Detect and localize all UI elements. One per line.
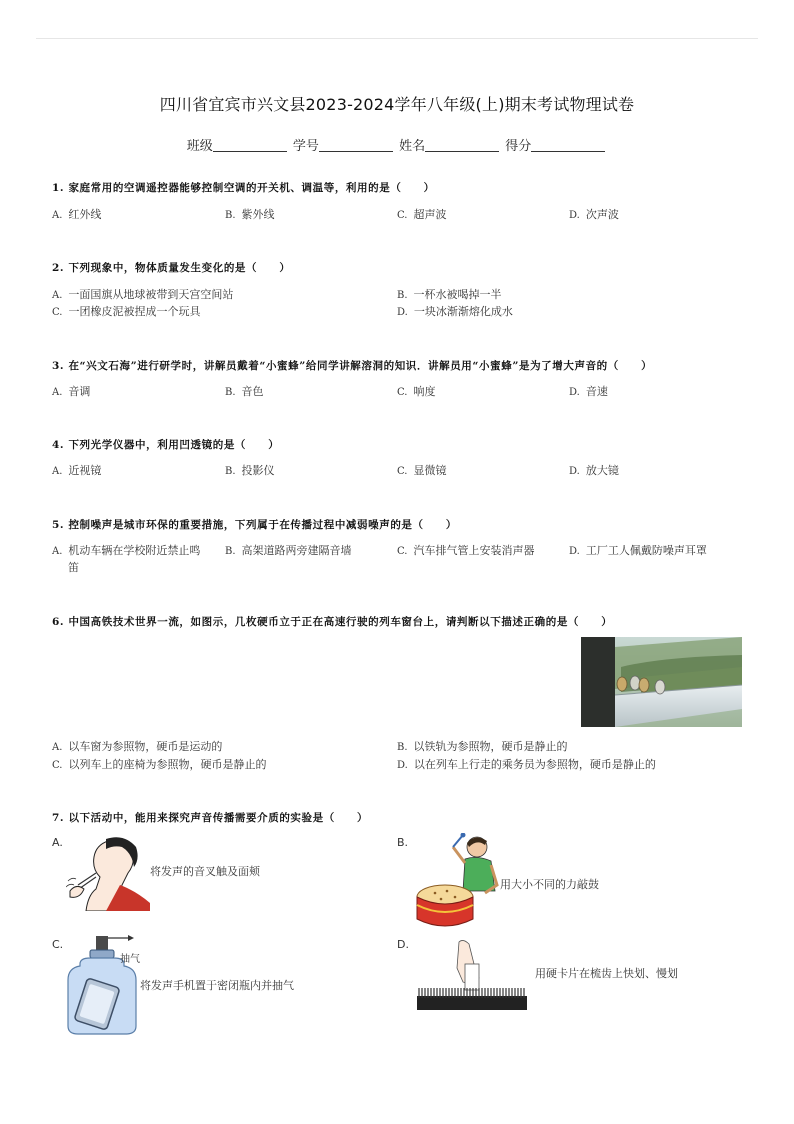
name-blank[interactable] bbox=[425, 139, 499, 152]
q7-option-c-caption: 将发声手机置于密闭瓶内并抽气 bbox=[140, 979, 294, 992]
option-key: D. bbox=[569, 387, 580, 398]
comb-card-illustration bbox=[413, 938, 531, 1012]
q3-option-d[interactable] bbox=[569, 383, 608, 399]
question-number: 7. bbox=[52, 812, 65, 824]
score-label: 得分 bbox=[505, 139, 532, 154]
option-key: C. bbox=[397, 387, 408, 398]
option-text: 工厂工人佩戴防噪声耳罩 bbox=[585, 544, 707, 557]
option-key: D. bbox=[569, 546, 580, 557]
question-3 bbox=[52, 358, 652, 373]
q6-option-c[interactable] bbox=[52, 756, 266, 772]
q3-option-c[interactable] bbox=[397, 383, 435, 399]
option-text: 音色 bbox=[241, 385, 264, 398]
drum-boy-illustration bbox=[415, 833, 500, 935]
option-text: 超声波 bbox=[413, 208, 447, 221]
option-key: C. bbox=[52, 307, 63, 318]
option-key: A. bbox=[52, 546, 63, 557]
option-text: 一杯水被喝掉一半 bbox=[413, 288, 502, 301]
option-text: 一面国旗从地球被带到天宫空间站 bbox=[68, 288, 234, 301]
option-text: 放大镜 bbox=[585, 464, 619, 477]
q5-option-c[interactable] bbox=[397, 542, 534, 558]
option-text: 红外线 bbox=[68, 208, 102, 221]
option-text: 以铁轨为参照物，硬币是静止的 bbox=[413, 740, 568, 753]
option-key: C. bbox=[52, 760, 63, 771]
option-text: 汽车排气管上安装消声器 bbox=[413, 544, 535, 557]
q7-option-a-key[interactable]: A. bbox=[52, 836, 63, 849]
q3-option-a[interactable] bbox=[52, 383, 90, 399]
q7-option-c-key[interactable]: C. bbox=[52, 938, 64, 951]
question-2 bbox=[52, 260, 290, 275]
question-5 bbox=[52, 517, 457, 532]
question-number: 3. bbox=[52, 360, 65, 372]
q4-option-d[interactable] bbox=[569, 462, 619, 478]
option-key: C. bbox=[397, 210, 408, 221]
option-key: B. bbox=[225, 466, 236, 477]
q4-option-a[interactable] bbox=[52, 462, 101, 478]
id-label: 学号 bbox=[292, 139, 319, 154]
q1-option-b[interactable] bbox=[225, 206, 275, 222]
option-key: B. bbox=[225, 387, 236, 398]
option-key: B. bbox=[397, 742, 408, 753]
option-text: 音速 bbox=[585, 385, 608, 398]
name-label: 姓名 bbox=[399, 139, 426, 154]
option-text: 响度 bbox=[413, 385, 436, 398]
q7-option-b-key[interactable]: B. bbox=[397, 836, 409, 849]
option-key: B. bbox=[225, 210, 236, 221]
option-key: A. bbox=[52, 742, 63, 753]
q2-option-c[interactable] bbox=[52, 303, 200, 319]
score-blank[interactable] bbox=[531, 139, 605, 152]
train-window-coins-photo bbox=[581, 637, 742, 727]
option-text: 投影仪 bbox=[241, 464, 275, 477]
header-rule bbox=[36, 38, 758, 39]
option-key: A. bbox=[52, 210, 63, 221]
option-key: D. bbox=[569, 466, 580, 477]
q7-option-b-caption: 用大小不同的力敲鼓 bbox=[500, 878, 599, 891]
student-info-line bbox=[0, 135, 794, 154]
option-text: 以列车上的座椅为参照物，硬币是静止的 bbox=[68, 758, 267, 771]
question-text: 控制噪声是城市环保的重要措施，下列属于在传播过程中减弱噪声的是（ ） bbox=[68, 519, 457, 531]
question-text: 下列现象中，物体质量发生变化的是（ ） bbox=[68, 262, 291, 274]
question-number: 1. bbox=[52, 182, 65, 194]
question-text: 在“兴文石海”进行研学时，讲解员戴着“小蜜蜂”给同学讲解溶洞的知识．讲解员用“小蜜蜂”是为了增大声音的（ ） bbox=[68, 360, 653, 372]
q6-option-a[interactable] bbox=[52, 738, 222, 754]
option-text: 近视镜 bbox=[68, 464, 102, 477]
option-key: C. bbox=[397, 546, 408, 557]
question-6 bbox=[52, 614, 612, 629]
option-text: 高架道路两旁建隔音墙 bbox=[241, 544, 352, 557]
option-text: 显微镜 bbox=[413, 464, 447, 477]
option-text: 以在列车上行走的乘务员为参照物，硬币是静止的 bbox=[413, 758, 656, 771]
q7-option-d-key[interactable]: D. bbox=[397, 938, 409, 951]
question-text: 以下活动中，能用来探究声音传播需要介质的实验是（ ） bbox=[68, 812, 369, 824]
q1-option-d[interactable] bbox=[569, 206, 619, 222]
option-key: C. bbox=[397, 466, 408, 477]
q2-option-d[interactable] bbox=[397, 303, 513, 319]
option-text: 次声波 bbox=[585, 208, 619, 221]
class-label: 班级 bbox=[186, 139, 213, 154]
question-text: 下列光学仪器中，利用凹透镜的是（ ） bbox=[68, 439, 280, 451]
q2-option-b[interactable] bbox=[397, 286, 502, 302]
q4-option-b[interactable] bbox=[225, 462, 275, 478]
question-number: 2. bbox=[52, 262, 65, 274]
question-number: 4. bbox=[52, 439, 65, 451]
option-key: A. bbox=[52, 387, 63, 398]
option-text: 一块冰渐渐熔化成水 bbox=[413, 305, 513, 318]
option-text: 紫外线 bbox=[241, 208, 275, 221]
option-text: 音调 bbox=[68, 385, 91, 398]
class-blank[interactable] bbox=[213, 139, 287, 152]
q5-option-a[interactable] bbox=[52, 542, 200, 558]
q5-option-b[interactable] bbox=[225, 542, 352, 558]
q1-option-c[interactable] bbox=[397, 206, 446, 222]
question-number: 6. bbox=[52, 616, 65, 628]
q1-option-a[interactable] bbox=[52, 206, 101, 222]
option-key: D. bbox=[397, 307, 408, 318]
q5-option-d[interactable] bbox=[569, 542, 707, 558]
question-text: 中国高铁技术世界一流，如图示，几枚硬币立于正在高速行驶的列车窗台上，请判断以下描述正确的是（ ） bbox=[68, 616, 613, 628]
option-text: 以车窗为参照物，硬币是运动的 bbox=[68, 740, 223, 753]
option-key: D. bbox=[397, 760, 408, 771]
question-text: 家庭常用的空调遥控器能够控制空调的开关机、调温等，利用的是（ ） bbox=[68, 182, 435, 194]
q3-option-b[interactable] bbox=[225, 383, 264, 399]
option-key: D. bbox=[569, 210, 580, 221]
id-blank[interactable] bbox=[319, 139, 393, 152]
page-title: 四川省宜宾市兴文县2023-2024学年八年级(上)期末考试物理试卷 bbox=[159, 95, 635, 114]
q7-option-a-caption: 将发声的音叉触及面颊 bbox=[150, 865, 260, 878]
option-key: A. bbox=[52, 466, 63, 477]
question-1 bbox=[52, 180, 435, 195]
q7-option-d-caption: 用硬卡片在梳齿上快划、慢划 bbox=[535, 967, 678, 980]
option-key: B. bbox=[397, 290, 408, 301]
q2-option-a[interactable] bbox=[52, 286, 233, 302]
question-7 bbox=[52, 810, 368, 825]
question-4 bbox=[52, 437, 279, 452]
option-key: B. bbox=[225, 546, 236, 557]
tuning-fork-face-illustration bbox=[66, 833, 150, 911]
q6-option-d[interactable] bbox=[397, 756, 656, 772]
q7-pump-label: 抽气 bbox=[120, 954, 140, 965]
option-text: 机动车辆在学校附近禁止鸣 bbox=[68, 544, 201, 557]
q6-option-b[interactable] bbox=[397, 738, 568, 754]
question-number: 5. bbox=[52, 519, 65, 531]
option-text: 一团橡皮泥被捏成一个玩具 bbox=[68, 305, 201, 318]
q5-option-a-continued: 笛 bbox=[68, 561, 79, 574]
option-key: A. bbox=[52, 290, 63, 301]
q4-option-c[interactable] bbox=[397, 462, 446, 478]
